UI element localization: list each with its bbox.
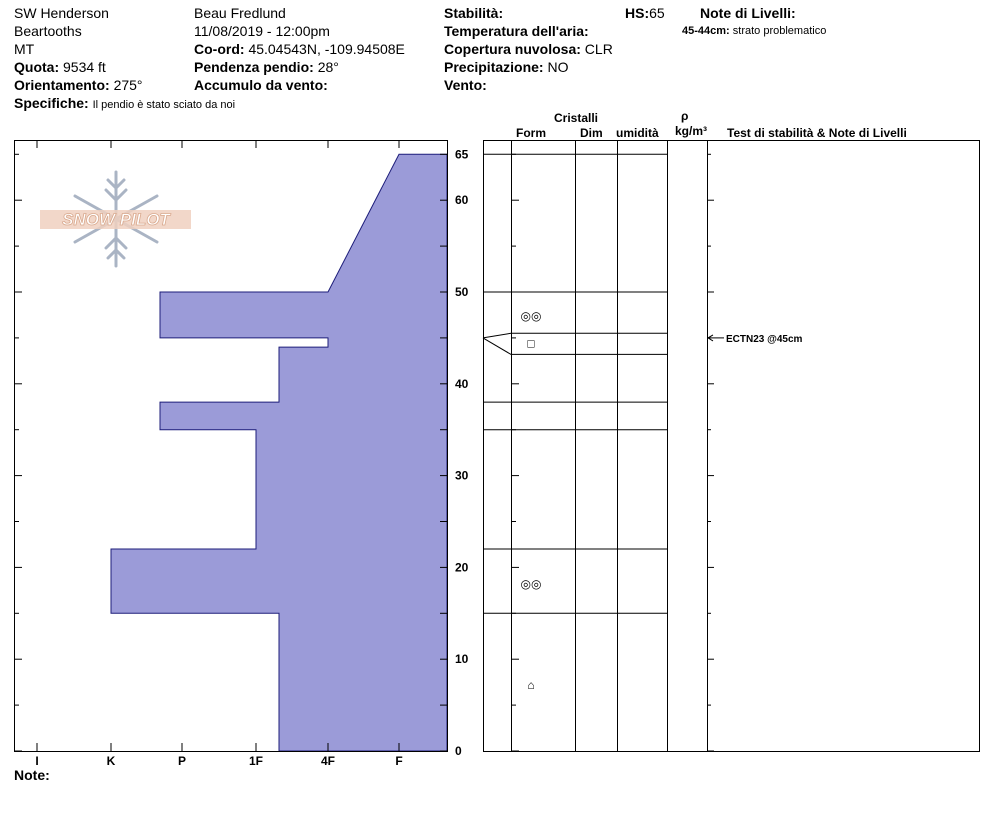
hardness-profile [111, 154, 447, 751]
temperatura-label: Temperatura dell'aria: [444, 23, 589, 39]
table-column-lines [512, 140, 708, 751]
coord-label: Co-ord: [194, 41, 245, 57]
x-tick-label: 1F [248, 754, 264, 768]
col-cristalli: Cristalli [554, 111, 599, 125]
coord-value: 45.04543N, -109.94508E [248, 41, 405, 57]
state: MT [14, 41, 35, 57]
stability-tests [708, 334, 803, 345]
y-tick-label: 0 [455, 744, 462, 758]
col-rho-unit: kg/m³ [675, 124, 708, 138]
y-tick-label: 40 [455, 376, 469, 391]
vento-label: Vento: [444, 77, 487, 93]
quota-label: Quota: [14, 59, 60, 75]
stabilita-label: Stabilità: [444, 5, 504, 21]
stability-test-label: ECTN23 @45cm [726, 333, 803, 345]
y-tick-label: 30 [455, 468, 469, 483]
datetime: 11/08/2019 - 12:00pm [194, 23, 330, 39]
crystal-symbol: □ [527, 336, 535, 351]
x-tick-label: P [177, 754, 187, 768]
specifiche-label: Specifiche: [14, 95, 89, 111]
range: Beartooths [14, 23, 82, 39]
logo-text: SNOW PILOT [62, 210, 170, 229]
layer-table-frame [484, 141, 980, 752]
x-tick-label: K [106, 754, 116, 768]
observer: Beau Fredlund [194, 5, 286, 21]
orientamento-value: 275° [113, 77, 143, 93]
col-form: Form [516, 126, 546, 140]
hardness-profile-shape [111, 154, 447, 751]
col-test: Test di stabilità & Note di Livelli [727, 126, 907, 140]
note-label: Note: [14, 767, 50, 783]
precipitazione-label: Precipitazione: [444, 59, 544, 75]
location: SW Henderson [14, 5, 109, 21]
hs-value: 65 [649, 5, 665, 21]
height-axis-labels [455, 147, 469, 758]
y-tick-label: 10 [455, 652, 469, 667]
note-livelli-label: Note di Livelli: [700, 5, 796, 21]
pendenza-label: Pendenza pendio: [194, 59, 314, 75]
quota-value: 9534 ft [63, 59, 106, 75]
specifiche-value: Il pendio è stato sciato da noi [92, 99, 236, 111]
hs-label: HS: [625, 5, 650, 21]
crystal-symbol: ◎◎ [520, 577, 542, 592]
copertura-value: CLR [584, 41, 613, 57]
copertura-label: Copertura nuvolosa: [444, 41, 581, 57]
y-tick-label: 50 [455, 285, 469, 299]
y-tick-label: 60 [455, 193, 469, 208]
col-umidita: umidità [616, 126, 659, 140]
pendenza-value: 28° [317, 59, 339, 75]
x-tick-label: F [395, 754, 403, 768]
precipitazione-value: NO [547, 59, 569, 75]
crystal-symbols [521, 309, 542, 692]
note-livelli-text: strato problematico [732, 25, 827, 37]
crystal-symbol: ⌂ [527, 677, 535, 692]
hardness-axis-labels [35, 754, 402, 768]
y-tick-label: 65 [455, 147, 469, 162]
crystal-symbol: ◎◎ [520, 308, 542, 323]
accumulo-label: Accumulo da vento: [194, 77, 328, 93]
note-livelli-depth: 45-44cm: [682, 25, 730, 37]
col-rho: ρ [681, 109, 689, 123]
x-tick-label: 4F [320, 754, 336, 768]
orientamento-label: Orientamento: [14, 77, 110, 93]
col-dim: Dim [580, 126, 603, 140]
x-tick-label: I [35, 754, 39, 768]
y-tick-label: 20 [455, 560, 469, 575]
